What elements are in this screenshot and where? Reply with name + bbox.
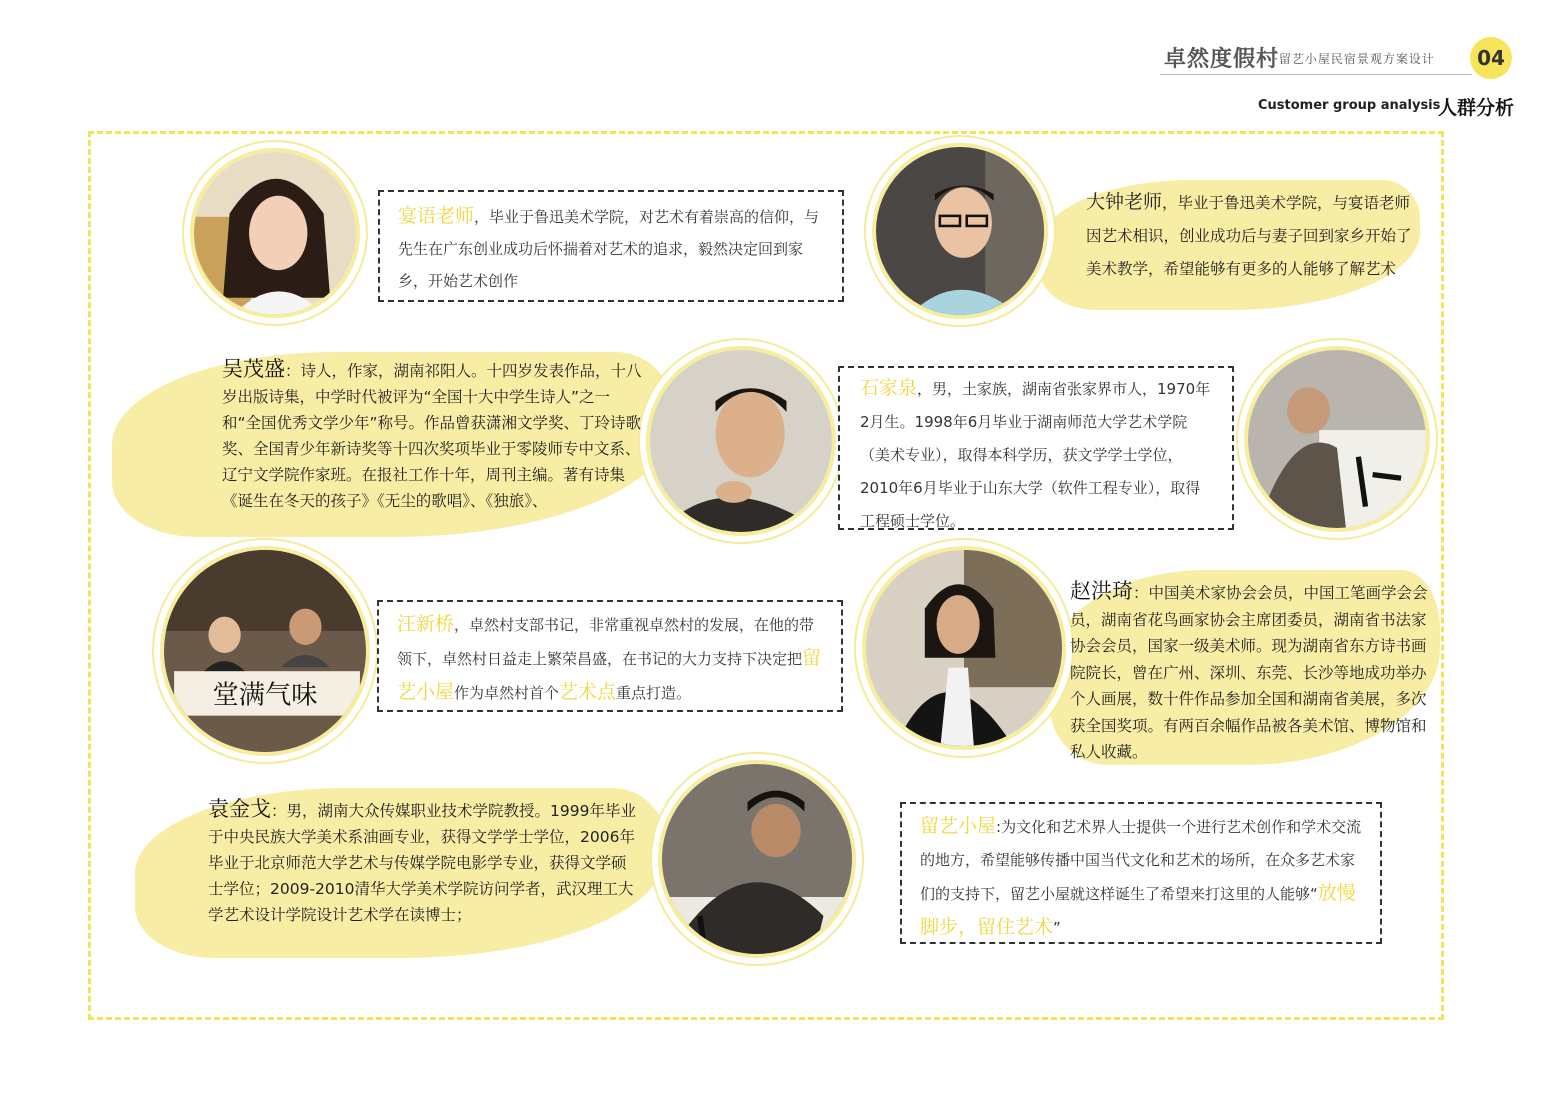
profile-text-shijiaquan: ，男，土家族，湖南省张家界市人，1970年2月生。1998年6月毕业于湖南师范大学艺术学院（美术专业），取得本科学历，获文学学士学位，2010年6月毕业于山东大学（软件工程专业），取得工程硕士学位。 [860,380,1211,530]
profile-card-wangxinqiao [377,600,843,712]
page-number-badge: 04 [1470,37,1512,79]
profile-name-dazhong: 大钟老师 [1086,191,1163,213]
profile-text-wumaosheng: ：诗人，作家，湖南祁阳人。十四岁发表作品，十八岁出版诗集，中学时代被评为“全国十大中学生诗人”之一和“全国优秀文学少年”称号。作品曾获潇湘文学奖、丁玲诗歌奖、全国青少年新诗奖等十四次奖项毕业于零陵师专中文系、辽宁文学院作家班。在报社工作十年，周刊主编。著有诗集《诞生在冬天的孩子》《无尘的歌唱》、《独旅》、 [222,362,642,510]
profile-text-zhaohongqi: ：中国美术家协会会员，中国工笔画学会会员，湖南省花鸟画家协会主席团委员，湖南省书法家协会会员，国家一级美术师。现为湖南省东方诗书画院院长，曾在广州、深圳、东莞、长沙等地成功举办个人画展，数十件作品参加全国和湖南省美展，多次获全国奖项。有两百余幅作品被各美术馆、博物馆和私人收藏。 [1070,584,1428,761]
portrait-shijiaquan-photo [1244,346,1430,532]
brand-title: 卓然度假村 [1164,46,1280,72]
highlight-yishudian: 艺术点 [559,681,617,703]
portrait-wumaosheng-photo [646,346,836,536]
brand-underline [1160,74,1472,75]
profile-name-liuyi-xiaowu: 留艺小屋 [920,815,997,837]
profile-text-liuyi-xiaowu: :为文化和艺术界人士提供一个进行艺术创作和学术交流的地方，希望能够传播中国当代文化和艺术的场所，在众多艺术家们的支持下，留艺小屋就这样诞生了希望来打这里的人能够 [920,818,1362,903]
slogan-text: 放慢脚步，留住艺术 [920,882,1356,938]
portrait-yuanjinge-photo [658,760,856,958]
profile-name-yanyu: 宴语老师 [398,205,475,227]
profile-card-yanyu [378,190,844,302]
profile-text-yuanjinge: ：男，湖南大众传媒职业技术学院教授。1999年毕业于中央民族大学美术系油画专业，获得文学学士学位，2006年毕业于北京师范大学艺术与传媒学院电影学专业，获得文学硕士学位；2009-2010清华大学美术学院访问学者，武汉理工大学艺术设计学院设计艺术学在读博士； [208,802,636,924]
slogan-quote-open: “ [1310,885,1318,903]
profile-text-wangxinqiao-3: 重点打造。 [616,684,692,702]
profile-text-dazhong: ，毕业于鲁迅美术学院，与宴语老师因艺术相识，创业成功后与妻子回到家乡开始了美术教学，希望能够有更多的人能够了解艺术 [1086,194,1412,278]
profile-text-yanyu: ，毕业于鲁迅美术学院，对艺术有着崇高的信仰，与先生在广东创业成功后怀揣着对艺术的追求，毅然决定回到家乡，开始艺术创作 [398,208,820,290]
calligraphy-banner-text: 堂满气味 [212,680,318,711]
profile-name-yuanjinge: 袁金戈 [208,797,271,821]
section-title-en: Customer group analysis [1258,98,1441,113]
portrait-yanyu-photo [190,148,360,318]
profile-card-wumaosheng [222,356,642,514]
profile-text-wangxinqiao-2: 作为卓然村首个 [454,684,560,702]
portrait-wangxinqiao-photo [160,546,370,756]
profile-name-shijiaquan: 石家泉 [860,377,918,399]
brand-subtitle: ·留艺小屋民宿景观方案设计 [1274,52,1435,66]
profile-name-wangxinqiao: 汪新桥 [397,613,455,635]
portrait-zhaohongqi-photo [862,546,1066,750]
slogan-quote-close: ” [1053,919,1061,937]
profile-card-zhaohongqi [1070,578,1438,766]
profile-card-yuanjinge [208,796,640,928]
profile-name-zhaohongqi: 赵洪琦 [1070,579,1133,603]
profile-name-wumaosheng: 吴茂盛 [222,357,285,381]
profile-card-liuyi-xiaowu [900,802,1382,944]
profile-card-dazhong [1086,186,1418,286]
profile-text-wangxinqiao-1: ，卓然村支部书记，非常重视卓然村的发展，在他的带领下，卓然村日益走上繁荣昌盛，在书记的大力支持下决定把 [397,616,815,668]
portrait-dazhong-photo [872,143,1048,319]
header-brand [1160,40,1480,74]
profile-card-shijiaquan [838,366,1234,530]
highlight-liuyi-xiaowu: 留艺小屋 [397,647,822,703]
section-title-zh: 人群分析 [1438,97,1515,119]
